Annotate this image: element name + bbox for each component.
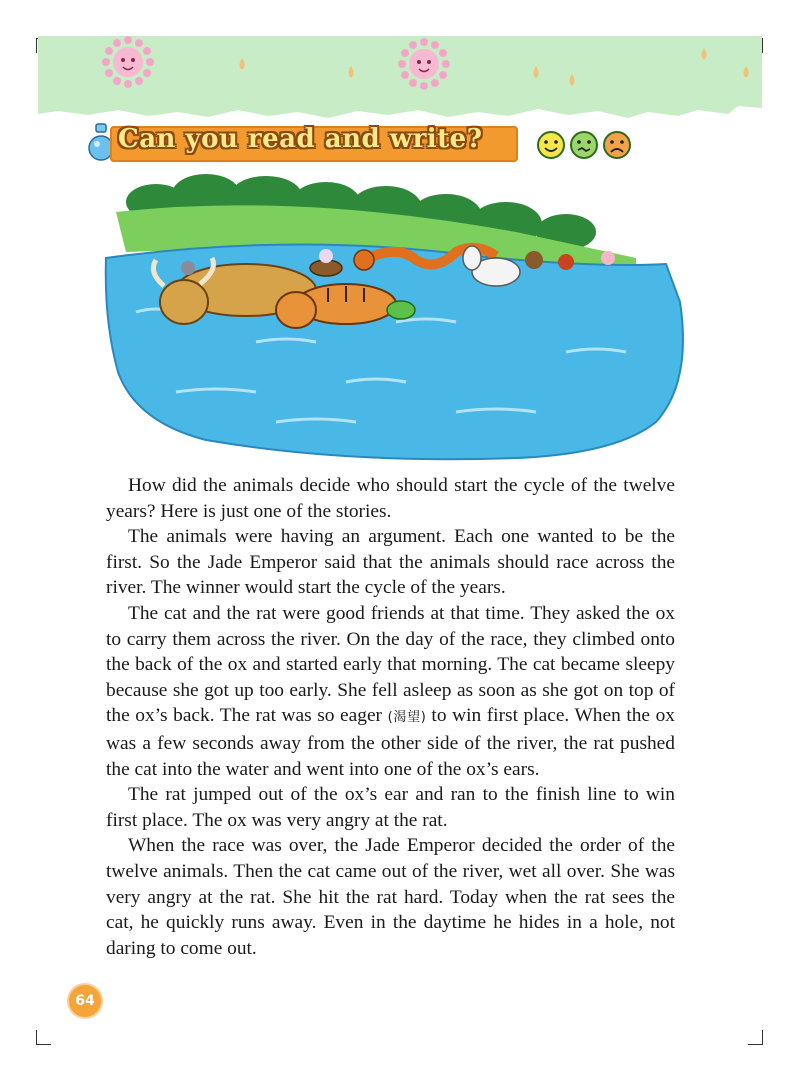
paragraph-text: The cat and the rat were good friends at that time. They asked the ox to carry them across the river. On the day of the race, they climbed onto the back of the ox and started early that morning. The cat became sleepy because she got up too early. She fell asleep as soon as she got on top of the ox’s back. The rat was so eager [106, 602, 675, 727]
animals-race-across-river-illustration [96, 172, 696, 462]
page-number-badge: 64 [69, 985, 101, 1017]
section-title: Can you read and write? [118, 124, 483, 154]
paragraph-argument: The animals were having an argument. Each one wanted to be the first. So the Jade Emperor said that the animals should race across the river. The winner would start the cycle of the years. [106, 526, 675, 599]
smile-face-icon [538, 132, 564, 158]
self-assessment-faces [534, 128, 644, 162]
crop-mark-bottom-left [36, 1030, 51, 1045]
story-text [106, 473, 675, 961]
wry-face-icon [571, 132, 597, 158]
paragraph-ending: When the race was over, the Jade Emperor decided the order of the twelve animals. Then the cat came out of the river, wet all over. She was very angry at the rat. She hit the rat hard. Today when the rat sees the cat, he quickly runs away. Even in the daytime he hides in a hole, not daring to come out. [106, 835, 675, 959]
crop-mark-bottom-right [748, 1030, 763, 1045]
section-title-header [86, 120, 646, 172]
paragraph-text: to win first place. When the ox was a few seconds away from the other side of the river, the rat pushed the cat into the water and went into one of the ox’s ears. [106, 705, 675, 780]
paragraph-cat-and-rat [106, 601, 675, 782]
paragraph-rat-wins: The rat jumped out of the ox’s ear and ran to the finish line to win first place. The ox was very angry at the rat. [106, 784, 675, 831]
paragraph-intro: How did the animals decide who should start the cycle of the twelve years? Here is just one of the stories. [106, 475, 675, 522]
sad-face-icon [604, 132, 630, 158]
chinese-gloss: (渴望) [387, 710, 426, 726]
decorative-header-banner [38, 36, 762, 120]
